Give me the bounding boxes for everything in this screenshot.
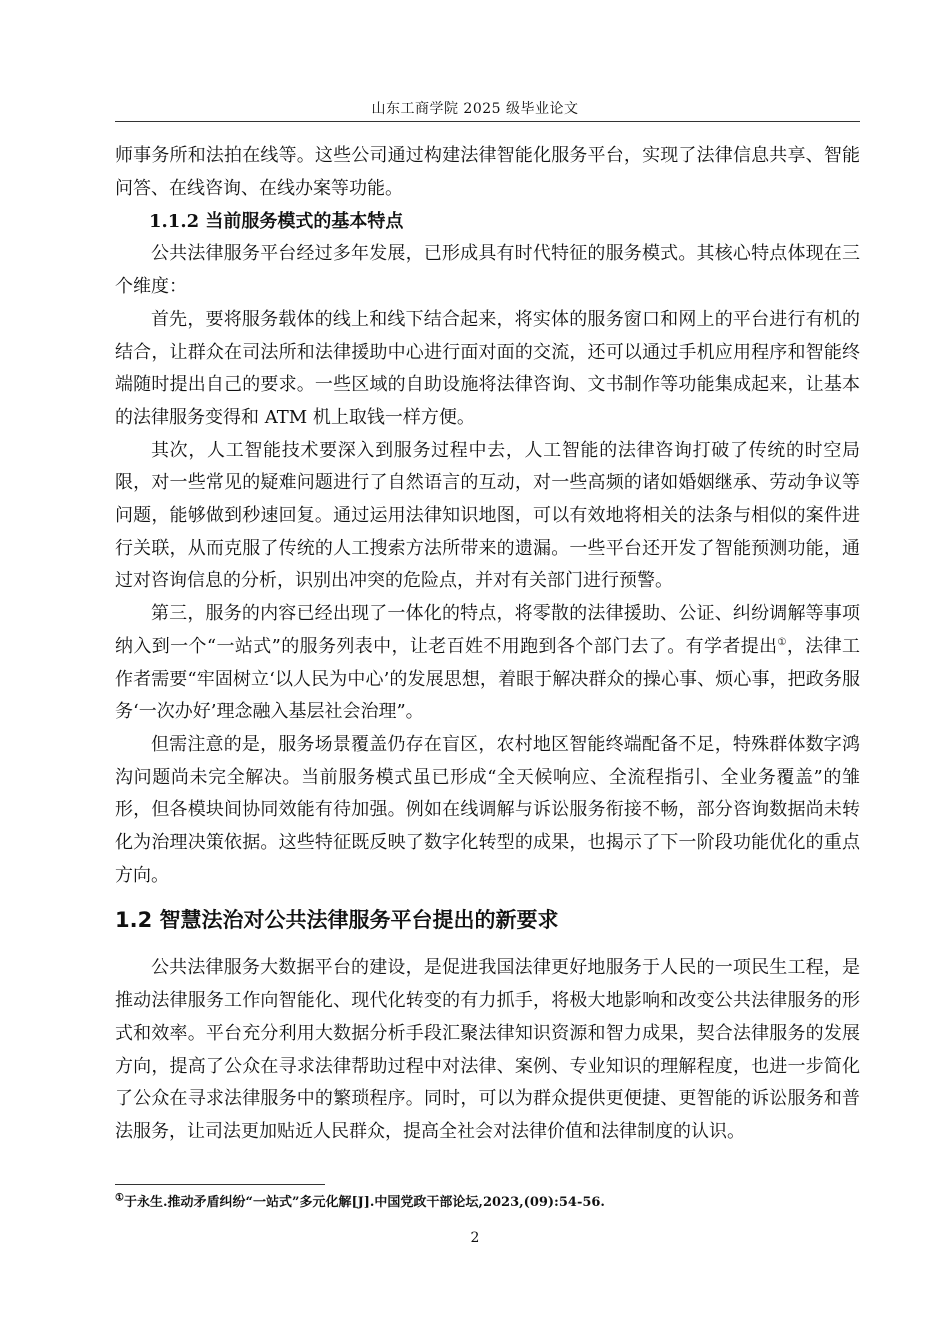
footnote-marker: ①: [115, 1192, 124, 1204]
body-paragraph: 但需注意的是，服务场景覆盖仍存在盲区，农村地区智能终端配备不足，特殊群体数字鸿沟问题尚未完全解决。当前服务模式虽已形成“全天候响应、全流程指引、全业务覆盖”的雏形，但各模块间协同效能有待加强。例如在线调解与诉讼服务衔接不畅，部分咨询数据尚未转化为治理决策依据。这些特征既反映了数字化转型的成果，也揭示了下一阶段功能优化的重点方向。: [115, 733, 860, 886]
body-paragraph: 公共法律服务平台经过多年发展，已形成具有时代特征的服务模式。其核心特点体现在三个维度：: [115, 243, 860, 298]
page-number: 2: [470, 1230, 480, 1246]
body-paragraph-with-footnote: [115, 598, 860, 729]
body-paragraph: 公共法律服务大数据平台的建设，是促进我国法律更好地服务于人民的一项民生工程，是推动法律服务工作向智能化、现代化转变的有力抓手，将极大地影响和改变公共法律服务的形式和效率。平台充分利用大数据分析手段汇聚法律知识资源和智力成果，契合法律服务的发展方向，提高了公众在寻求法律帮助过程中对法律、案例、专业知识的理解程度，也进一步简化了公众在寻求法律服务中的繁琐程序。同时，可以为群众提供更便捷、更智能的诉讼服务和普法服务，让司法更加贴近人民群众，提高全社会对法律价值和法律制度的认识。: [115, 957, 860, 1142]
header-divider: [115, 121, 860, 122]
body-paragraph: 首先，要将服务载体的线上和线下结合起来，将实体的服务窗口和网上的平台进行有机的结合，让群众在司法所和法律援助中心进行面对面的交流，还可以通过手机应用程序和智能终端随时提出自己的要求。一些区域的自助设施将法律咨询、文书制作等功能集成起来，让基本的法律服务变得和 ATM 机上取钱一样方便。: [115, 308, 860, 428]
running-header: 山东工商学院 2025 级毕业论文: [371, 101, 579, 117]
paragraph-text: ，法律工作者需要“牢固树立‘以人民为中心’的发展思想，着眼于解决群众的操心事、烦心事，把政务服务‘一次办好’理念融入基层社会治理”。: [115, 635, 861, 723]
footnote-reference[interactable]: ①: [777, 636, 787, 648]
body-paragraph: 其次，人工智能技术要深入到服务过程中去，人工智能的法律咨询打破了传统的时空局限，对一些常见的疑难问题进行了自然语言的互动，对一些高频的诸如婚姻继承、劳动争议等问题，能够做到秒速回复。通过运用法律知识地图，可以有效地将相关的法条与相似的案件进行关联，从而克服了传统的人工搜索方法所带来的遗漏。一些平台还开发了智能预测功能，通过对咨询信息的分析，识别出冲突的危险点，并对有关部门进行预警。: [115, 439, 860, 592]
section-heading: 1.2 智慧法治对公共法律服务平台提出的新要求: [115, 908, 559, 933]
paragraph-text: 第三，服务的内容已经出现了一体化的特点，将零散的法律援助、公证、纠纷调解等事项纳入到一个“一站式”的服务列表中，让老百姓不用跑到各个部门去了。有学者提出: [115, 603, 860, 657]
footnote-divider: [115, 1184, 325, 1185]
footnote: [115, 1193, 860, 1213]
subsection-heading: 1.1.2 当前服务模式的基本特点: [149, 211, 404, 233]
body-paragraph: 师事务所和法拍在线等。这些公司通过构建法律智能化服务平台，实现了法律信息共享、智能问答、在线咨询、在线办案等功能。: [115, 145, 860, 199]
page-body: [115, 140, 860, 1149]
footnote-text: 于永生.推动矛盾纠纷“一站式”多元化解[J].中国党政干部论坛,2023,(09):54-56.: [123, 1195, 605, 1210]
